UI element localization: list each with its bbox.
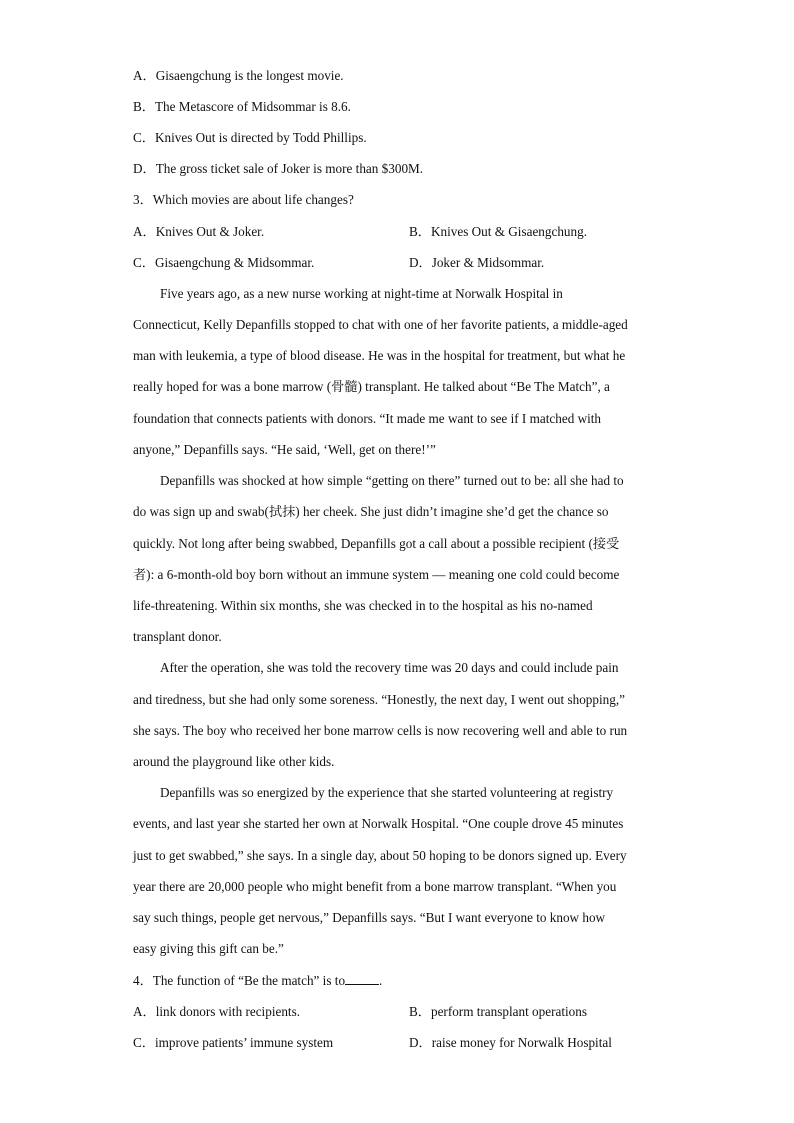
q3-option-b: B．Knives Out & Gisaengchung. [409,224,588,239]
passage-p1-line: foundation that connects patients with donors. “It made me want to see if I matched with [133,411,602,426]
q4-stem-end: . [379,973,383,988]
q3-stem: 3．Which movies are about life changes? [133,192,354,207]
passage-p2-line: Depanfills was shocked at how simple “getting on there” turned out to be: all she had to [160,473,624,488]
q3-option-c: C．Gisaengchung & Midsommar. [133,255,315,270]
q3-option-d: D．Joker & Midsommar. [409,255,545,270]
passage-p1-line: man with leukemia, a type of blood disease. He was in the hospital for treatment, but what he [133,348,626,363]
q4-option-b: B．perform transplant operations [409,1004,587,1019]
q2-option-d: D．The gross ticket sale of Joker is more than $300M. [133,161,424,176]
passage-p4-line: events, and last year she started her own at Norwalk Hospital. “One couple drove 45 minutes [133,816,624,831]
q2-option-b: B．The Metascore of Midsommar is 8.6. [133,99,351,114]
passage-p2-line: life-threatening. Within six months, she was checked in to the hospital as his no-named [133,598,593,613]
passage-p4-line: year there are 20,000 people who might benefit from a bone marrow transplant. “When you [133,879,617,894]
passage-p4-line: say such things, people get nervous,” Depanfills says. “But I want everyone to know how [133,910,606,925]
passage-p1-line: really hoped for was a bone marrow (骨髓) transplant. He talked about “Be The Match”, a [133,379,610,394]
passage-p2-line: quickly. Not long after being swabbed, Depanfills got a call about a possible recipient (接受 [133,536,620,551]
q4-stem [133,973,382,989]
passage-p3-line: she says. The boy who received her bone marrow cells is now recovering well and able to run [133,723,628,738]
passage-p3-line: around the playground like other kids. [133,754,335,769]
q4-option-a: A．link donors with recipients. [133,1004,301,1019]
q2-option-c: C．Knives Out is directed by Todd Phillips. [133,130,367,145]
q4-option-d: D．raise money for Norwalk Hospital [409,1035,612,1050]
q2-option-a: A．Gisaengchung is the longest movie. [133,68,344,83]
passage-p3-line: and tiredness, but she had only some soreness. “Honestly, the next day, I went out shopping,” [133,692,625,707]
passage-p3-line: After the operation, she was told the recovery time was 20 days and could include pain [160,660,619,675]
q4-stem-text: 4．The function of “Be the match” is to [133,973,346,988]
q3-option-a: A．Knives Out & Joker. [133,224,265,239]
passage-p4-line: just to get swabbed,” she says. In a single day, about 50 hoping to be donors signed up. Every [133,848,627,863]
passage-p4-line: Depanfills was so energized by the experience that she started volunteering at registry [160,785,614,800]
passage-p2-line: transplant donor. [133,629,222,644]
passage-p4-line: easy giving this gift can be.” [133,941,284,956]
passage-p1-line: Five years ago, as a new nurse working at night-time at Norwalk Hospital in [160,286,563,301]
passage-p1-line: anyone,” Depanfills says. “He said, ‘Well, get on there!’” [133,442,436,457]
passage-p2-line: 者): a 6-month-old boy born without an immune system — meaning one cold could become [133,567,620,582]
answer-blank [345,973,379,985]
passage-p2-line: do was sign up and swab(拭抹) her cheek. She just didn’t imagine she’d get the chance so [133,504,609,519]
passage-p1-line: Connecticut, Kelly Depanfills stopped to chat with one of her favorite patients, a middle-aged [133,317,628,332]
q4-option-c: C．improve patients’ immune system [133,1035,334,1050]
